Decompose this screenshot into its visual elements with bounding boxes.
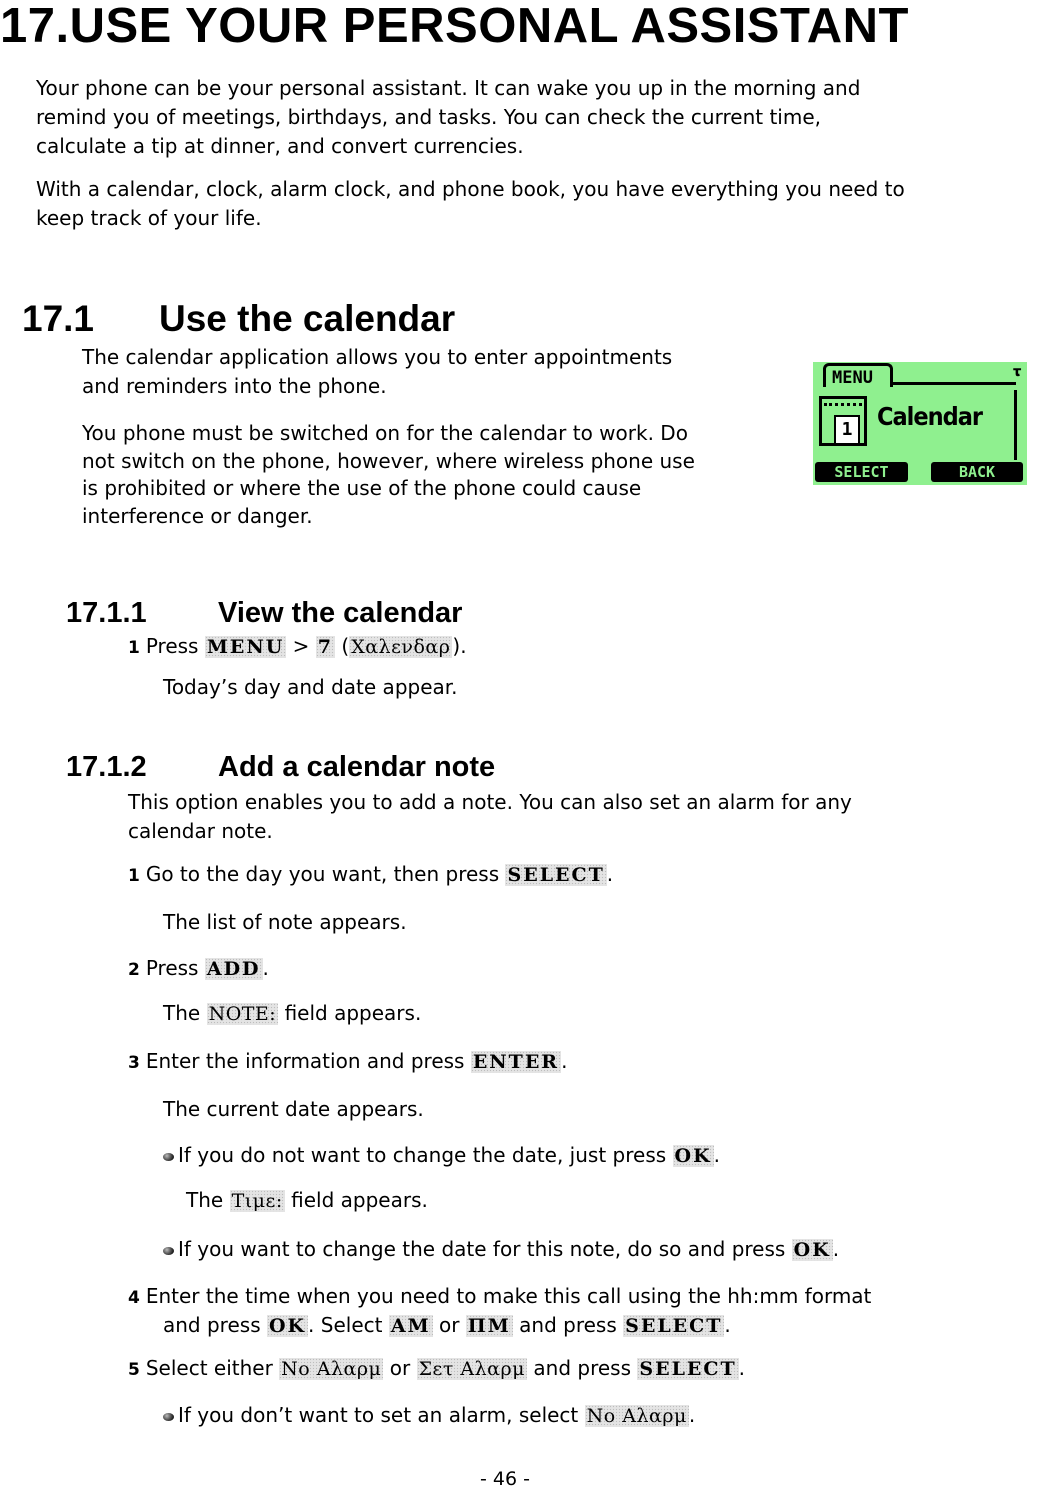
bullet-2	[163, 1235, 839, 1265]
step-text: The	[186, 1188, 230, 1212]
step-text: .	[738, 1356, 746, 1380]
time-field-key: Τιμε:	[231, 1190, 283, 1212]
subsection-title: View the calendar	[218, 597, 463, 629]
add-key: ADD	[206, 958, 261, 980]
step-text: .	[606, 862, 614, 886]
ok-key: OK	[674, 1145, 712, 1167]
step-5	[128, 1354, 745, 1385]
step-number: 4	[128, 1288, 140, 1308]
text-line: The calendar application allows you to enter appointments	[82, 345, 673, 369]
section-title: Use the calendar	[159, 298, 456, 339]
step-text: and press	[527, 1356, 638, 1380]
select-key: SELECT	[507, 864, 605, 886]
step-text: Enter the time when you need to make this call using the hh:mm format	[145, 1284, 872, 1308]
no-alarm-key: Νο Αλαρμ	[586, 1405, 687, 1427]
phone-calendar-title: Calendar	[877, 402, 983, 431]
text-line: calendar note.	[128, 819, 273, 843]
intro-p2-line: With a calendar, clock, alarm clock, and phone book, you have everything you need to	[36, 177, 905, 201]
step-text: ).	[452, 634, 467, 658]
set-alarm-key: Σετ Αλαρμ	[418, 1358, 526, 1380]
step-text: . Select	[308, 1313, 389, 1337]
step-text: or	[383, 1356, 417, 1380]
step-text: Press	[145, 956, 205, 980]
bullet-icon	[163, 1153, 174, 1161]
intro-p1-line: remind you of meetings, birthdays, and tasks. You can check the current time,	[36, 105, 821, 129]
step-1-result: The list of note appears.	[163, 910, 407, 934]
step-text: Go to the day you want, then press	[145, 862, 506, 886]
select-key: SELECT	[625, 1315, 723, 1337]
step-text: .	[688, 1403, 696, 1427]
step-text: Select either	[145, 1356, 280, 1380]
calendar-key: Χαλενδαρ	[351, 636, 451, 658]
text-line: and reminders into the phone.	[82, 374, 387, 398]
bullet-3	[163, 1401, 695, 1431]
step-text: field appears.	[278, 1001, 422, 1025]
step-text: .	[832, 1237, 840, 1261]
step-text: Enter the information and press	[145, 1049, 471, 1073]
phone-screen-image	[813, 362, 1027, 485]
scrollbar-icon	[1014, 390, 1021, 460]
step-number: 3	[128, 1053, 140, 1073]
select-key: SELECT	[639, 1358, 737, 1380]
phone-back-softkey: BACK	[931, 462, 1023, 482]
chapter-title: 17.USE YOUR PERSONAL ASSISTANT	[0, 0, 909, 53]
intro-p1-line: calculate a tip at dinner, and convert currencies.	[36, 134, 524, 158]
section-number: 17.1	[22, 298, 95, 339]
bullet-icon	[163, 1413, 174, 1421]
section-17-1-paragraph-1	[82, 343, 672, 401]
step-text: Press	[145, 634, 205, 658]
intro-paragraph-2	[36, 175, 905, 233]
intro-p2-line: keep track of your life.	[36, 206, 262, 230]
calendar-rings	[824, 403, 862, 414]
menu-key: MENU	[206, 636, 285, 658]
text-line: is prohibited or where the use of the phone could cause	[82, 476, 642, 500]
step-1-view	[128, 632, 467, 663]
step-text: field appears.	[284, 1188, 428, 1212]
step-1	[128, 860, 613, 891]
step-3-result: The current date appears.	[163, 1097, 424, 1121]
text-line: You phone must be switched on for the calendar to work. Do	[82, 421, 688, 445]
step-text: or	[432, 1313, 466, 1337]
step-4	[128, 1283, 871, 1340]
step-number: 5	[128, 1360, 140, 1380]
subsection-title: Add a calendar note	[218, 751, 496, 783]
step-text: If you don’t want to set an alarm, select	[178, 1403, 585, 1427]
text-line: interference or danger.	[82, 503, 313, 528]
bullet-1	[163, 1141, 720, 1171]
step-number: 1	[128, 638, 140, 658]
bullet-1-result	[186, 1186, 428, 1216]
step-text: If you want to change the date for this note, do so and press	[178, 1237, 792, 1261]
step-text: .	[724, 1313, 731, 1337]
pm-key: ΠΜ	[467, 1315, 511, 1337]
subsection-number: 17.1.1	[66, 597, 147, 629]
text-line: This option enables you to add a note. You can also set an alarm for any	[128, 790, 852, 814]
am-key: AM	[390, 1315, 431, 1337]
calendar-day: 1	[834, 415, 860, 445]
step-2-result	[163, 999, 421, 1029]
step-text: The	[163, 1001, 207, 1025]
step-number: 2	[128, 960, 140, 980]
text-line: not switch on the phone, however, where wireless phone use	[82, 448, 695, 473]
step-text: .	[561, 1049, 568, 1073]
no-alarm-key: Νο Αλαρμ	[281, 1358, 382, 1380]
step-2	[128, 954, 269, 985]
phone-menu-label: MENU	[823, 363, 893, 387]
ok-key: OK	[268, 1315, 307, 1337]
enter-key: ENTER	[472, 1051, 560, 1073]
subsection-number: 17.1.2	[66, 751, 147, 783]
note-field-key: NOTE:	[208, 1003, 277, 1025]
intro-paragraph-1	[36, 74, 860, 161]
step-number: 1	[128, 866, 140, 886]
step-text: If you do not want to change the date, just press	[178, 1143, 673, 1167]
step-text: and press	[512, 1313, 624, 1337]
antenna-icon: 𝛕	[1013, 364, 1021, 380]
bullet-icon	[163, 1247, 174, 1255]
phone-title-rule	[891, 382, 1016, 385]
key-7: 7	[317, 636, 334, 658]
step-text: and press	[163, 1313, 267, 1337]
calendar-icon	[819, 396, 867, 446]
step-text: .	[713, 1143, 720, 1167]
section-17-1-paragraph-2	[82, 420, 695, 530]
step-3	[128, 1047, 567, 1078]
step-text: >	[286, 634, 316, 658]
intro-p1-line: Your phone can be your personal assistant. It can wake you up in the morning and	[36, 76, 861, 100]
section-17-1-2-intro	[128, 788, 852, 846]
step-text: (	[335, 634, 350, 658]
phone-select-softkey: SELECT	[815, 462, 908, 482]
step-text: .	[262, 956, 269, 980]
step-1-result: Today’s day and date appear.	[163, 675, 458, 699]
page-number: - 46 -	[480, 1468, 530, 1490]
ok-key: OK	[793, 1239, 831, 1261]
